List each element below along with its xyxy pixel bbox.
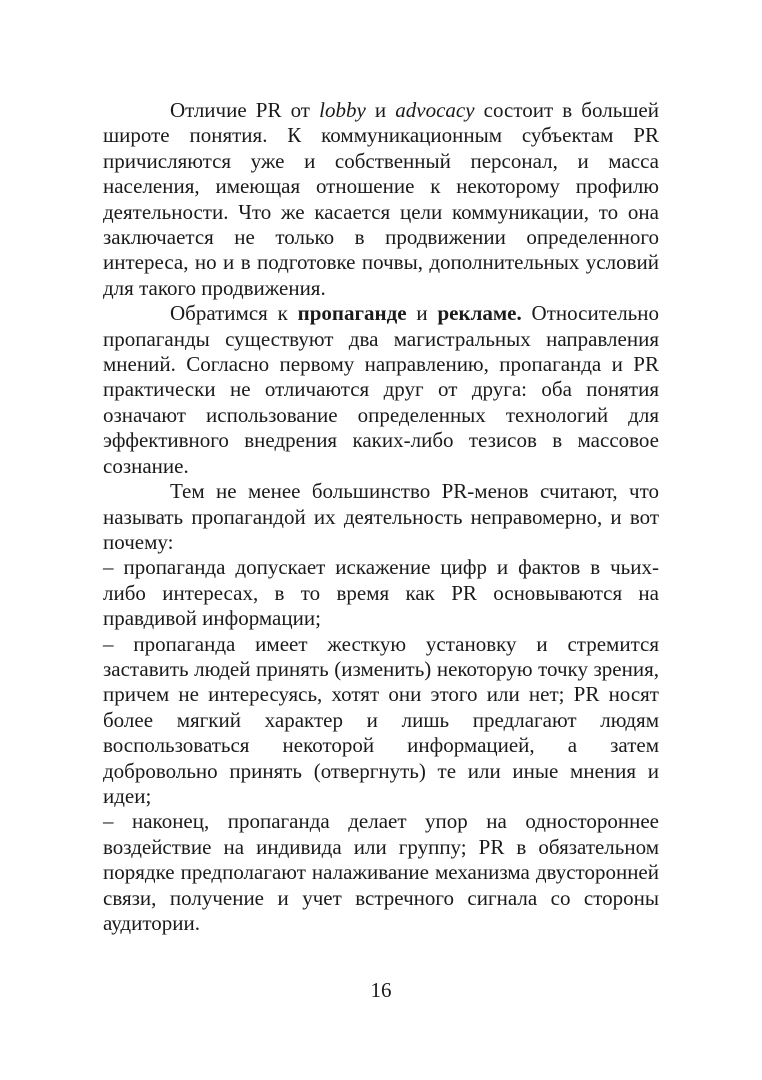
paragraph-propaganda-advertising <box>103 301 659 479</box>
paragraph-text: Обратимся к <box>170 301 298 326</box>
term-advocacy: advocacy <box>395 98 475 122</box>
list-item: – пропаганда имеет жесткую установку и стремится заставить людей принять (изменить) некоторую точку зрения, причем не интересуясь, хотят они этого или нет; PR носят более мягкий характер и лишь предлагают людям воспользоваться некоторой информацией, а затем добровольно принять (отвергнуть) те или иные мнения и идеи; <box>103 631 659 808</box>
term-lobby: lobby <box>319 98 366 122</box>
paragraph-text: и <box>365 98 396 122</box>
paragraph-lobby-advocacy <box>103 98 659 301</box>
term-advertising: рекламе. <box>437 301 522 326</box>
body-text <box>103 98 659 936</box>
paragraph-pr-men: Тем не менее большинство PR-менов считают, что называть пропагандой их деятельность неправомерно, и вот почему: <box>103 479 659 554</box>
paragraph-text: Отличие PR от <box>170 98 320 122</box>
list-item: – наконец, пропаганда делает упор на одностороннее воздействие на индивида или группу; PR в обязательном порядке предполагают налаживание механизма двусторонней связи, получение и учет встречного сигнала со стороны аудитории. <box>103 809 659 935</box>
paragraph-text: и <box>406 301 438 326</box>
paragraph-text: Относительно пропаганды существуют два магистральных направления мнений. Согласно первому направлению, пропаганда и PR практически не отличаются друг от друга: оба понятия означают использование определенных технологий для эффективного внедрения каких-либо тезисов в массовое сознание. <box>103 301 659 478</box>
list-item: – пропаганда допускает искажение цифр и фактов в чьих-либо интересах, в то время как PR основываются на правдивой информации; <box>103 555 659 631</box>
term-propaganda: пропаганде <box>297 301 407 326</box>
page-number: 16 <box>370 978 392 1002</box>
paragraph-text: состоит в большей широте понятия. К коммуникационным субъектам PR причисляются уже и собственный персонал, и масса населения, имеющая отношение к некоторому профилю деятельности. Что же касается цели коммуникации, то она заключается не только в продвижении определенного интереса, но и в подготовке почвы, дополнительных условий для такого продвижения. <box>103 98 659 300</box>
